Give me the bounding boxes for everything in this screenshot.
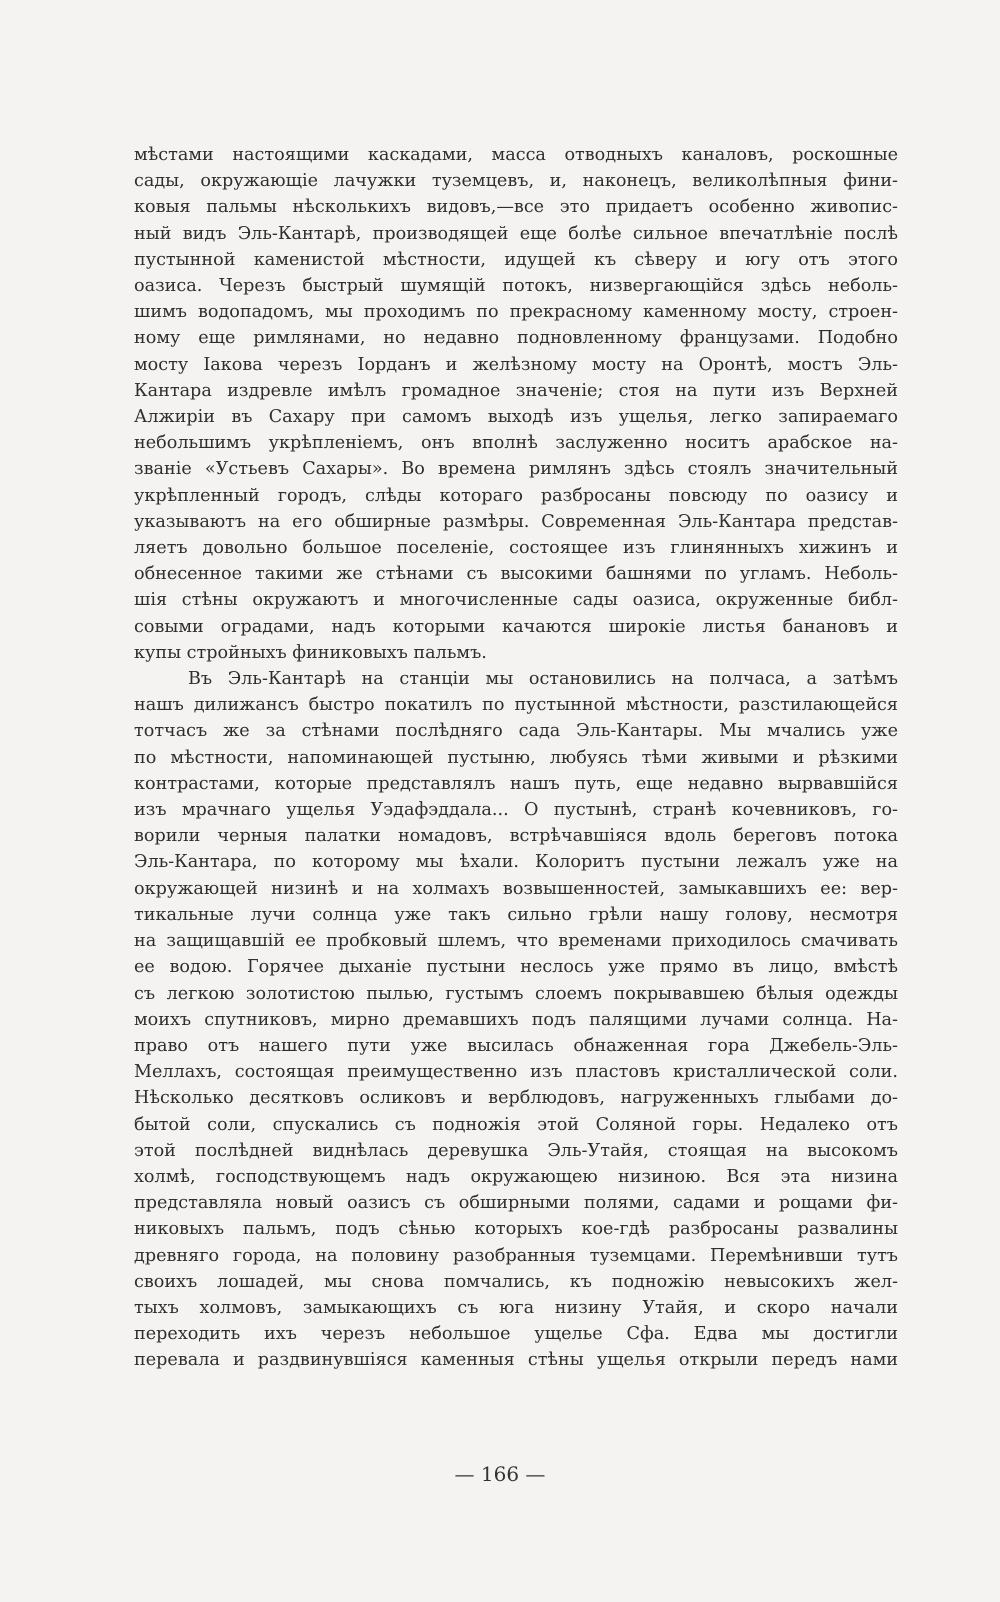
text-line: шимъ водопадомъ, мы проходимъ по прекрасному каменному мосту, строен-	[134, 302, 898, 323]
text-line: древняго города, на половину разобранныя туземцами. Перемѣнивши тутъ	[134, 1245, 898, 1266]
text-line: указываютъ на его обширные размѣры. Современная Эль-Кантара представ-	[134, 511, 898, 532]
text-line: представляла новый оазисъ съ обширными полями, садами и рощами фи-	[134, 1193, 898, 1214]
text-line: сады, окружающіе лачужки туземцевъ, и, наконецъ, великолѣпныя фини-	[134, 171, 898, 192]
text-line: своихъ лошадей, мы снова помчались, къ подножію невысокихъ жел-	[134, 1271, 898, 1292]
text-line: тикальные лучи солнца уже такъ сильно грѣли нашу голову, несмотря	[134, 904, 898, 925]
text-line: мѣстами настоящими каскадами, масса отводныхъ каналовъ, роскошные	[134, 145, 898, 165]
text-line: совыми оградами, надъ которыми качаются широкіе листья банановъ и	[134, 616, 898, 637]
text-line: мосту Іакова черезъ Іорданъ и желѣзному мосту на Оронтѣ, мостъ Эль-	[134, 354, 898, 375]
text-line: шія стѣны окружаютъ и многочисленные сады оазиса, окруженные библ-	[134, 590, 898, 611]
text-line: тыхъ холмовъ, замыкающихъ съ юга низину Утайя, и скоро начали	[134, 1297, 898, 1318]
text-line: укрѣпленный городъ, слѣды котораго разбросаны повсюду по оазису и	[134, 485, 898, 506]
text-line: ный видъ Эль-Кантарѣ, производящей еще болѣе сильное впечатлѣніе послѣ	[134, 223, 898, 244]
text-line: Кантара издревле имѣлъ громадное значеніе; стоя на пути изъ Верхней	[134, 380, 898, 401]
text-line: окружающей низинѣ и на холмахъ возвышенностей, замыкавшихъ ее: вер-	[134, 878, 898, 899]
text-line: никовыхъ пальмъ, подъ сѣнью которыхъ кое-гдѣ разбросаны развалины	[134, 1219, 898, 1240]
text-line: обнесенное такими же стѣнами съ высокими башнями по угламъ. Неболь-	[134, 564, 898, 585]
text-line: Эль-Кантара, по которому мы ѣхали. Колоритъ пустыни лежалъ уже на	[134, 852, 898, 873]
text-line: нашъ дилижансъ быстро покатилъ по пустынной мѣстности, разстилающейся	[134, 695, 898, 716]
text-line: право отъ нашего пути уже высилась обнаженная гора Джебель-Эль-	[134, 1035, 898, 1056]
text-line: ее водою. Горячее дыханіе пустыни неслось уже прямо въ лицо, вмѣстѣ	[134, 957, 898, 978]
text-line: Нѣсколько десятковъ осликовъ и верблюдовъ, нагруженныхъ глыбами до-	[134, 1088, 898, 1109]
page-number: — 166 —	[454, 1462, 546, 1486]
text-line: контрастами, которые представлялъ нашъ путь, еще недавно вырвавшійся	[134, 773, 898, 794]
text-line: Въ Эль-Кантарѣ на станціи мы остановились на полчаса, а затѣмъ	[188, 669, 898, 690]
text-line: Меллахъ, состоящая преимущественно изъ пластовъ кристаллической соли.	[134, 1062, 898, 1083]
paragraph	[134, 142, 898, 666]
text-line: изъ мрачнаго ущелья Уэдафэддала... О пустынѣ, странѣ кочевниковъ, го-	[134, 800, 898, 821]
body-text	[134, 142, 898, 1374]
text-line: пустынной каменистой мѣстности, идущей къ сѣверу и югу отъ этого	[134, 249, 898, 270]
text-line: этой послѣдней виднѣлась деревушка Эль-Утайя, стоящая на высокомъ	[134, 1140, 898, 1161]
text-line: ворили черныя палатки номадовъ, встрѣчавшіяся вдоль береговъ потока	[134, 826, 898, 847]
paragraph	[134, 666, 898, 1373]
text-line: переходить ихъ черезъ небольшое ущелье Сфа. Едва мы достигли	[134, 1324, 898, 1345]
text-line: холмѣ, господствующемъ надъ окружающею низиною. Вся эта низина	[134, 1166, 898, 1187]
text-line: ковыя пальмы нѣсколькихъ видовъ,—все это придаетъ особенно живопис-	[134, 197, 898, 218]
text-line: оазиса. Черезъ быстрый шумящій потокъ, низвергающійся здѣсь неболь-	[134, 276, 898, 297]
text-line: бытой соли, спускались съ подножія этой Соляной горы. Недалеко отъ	[134, 1114, 898, 1135]
text-line: ному еще римлянами, но недавно подновленному французами. Подобно	[134, 328, 898, 349]
text-line: купы стройныхъ финиковыхъ пальмъ.	[134, 642, 487, 663]
text-line: по мѣстности, напоминающей пустыню, любуясь тѣми живыми и рѣзкими	[134, 747, 898, 768]
text-line: званіе «Устьевъ Сахары». Во времена римлянъ здѣсь стоялъ значительный	[134, 459, 898, 480]
text-line: съ легкою золотистою пылью, густымъ слоемъ покрывавшею бѣлыя одежды	[134, 983, 898, 1004]
text-line: тотчасъ же за стѣнами послѣдняго сада Эль-Кантары. Мы мчались уже	[134, 721, 898, 742]
text-line: перевала и раздвинувшіяся каменныя стѣны ущелья открыли передъ нами	[134, 1350, 898, 1371]
text-line: моихъ спутниковъ, мирно дремавшихъ подъ палящими лучами солнца. На-	[134, 1009, 898, 1030]
text-line: Алжиріи въ Сахару при самомъ выходѣ изъ ущелья, легко запираемаго	[134, 407, 898, 428]
text-line: на защищавшій ее пробковый шлемъ, что временами приходилось смачивать	[134, 931, 898, 952]
text-line: ляетъ довольно большое поселеніе, состоящее изъ глинянныхъ хижинъ и	[134, 538, 898, 559]
text-line: небольшимъ укрѣпленіемъ, онъ вполнѣ заслуженно носитъ арабское на-	[134, 433, 898, 454]
